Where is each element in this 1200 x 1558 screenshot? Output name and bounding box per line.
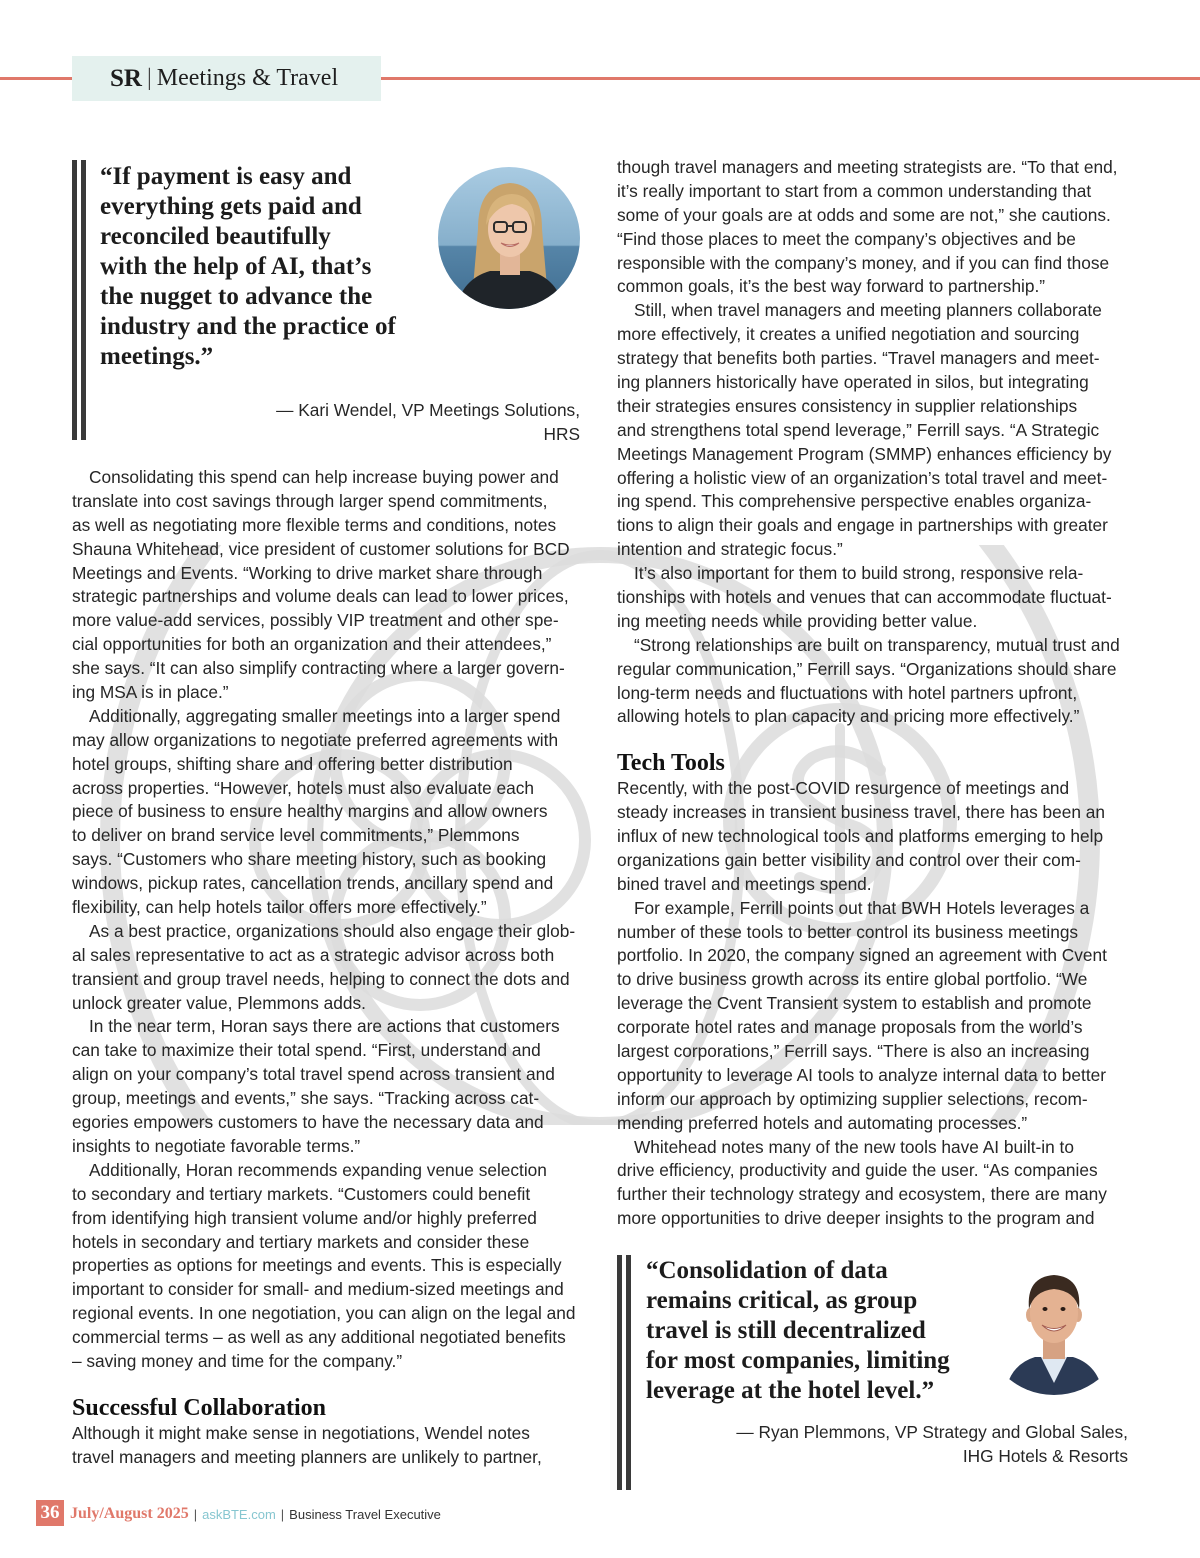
footer-divider: | xyxy=(193,1506,198,1522)
text-line: tionships with hotels and venues that can accommodate fluctuat- xyxy=(617,587,1112,608)
paragraph xyxy=(617,1136,1129,1232)
text-line: Whitehead notes many of the new tools have AI built-in to xyxy=(634,1136,1074,1157)
attribution-line: — Ryan Plemmons, VP Strategy and Global Sales, xyxy=(736,1422,1128,1442)
paragraph xyxy=(72,1015,582,1158)
paragraph xyxy=(72,705,582,920)
text-line: though travel managers and meeting strategists are. “To that end, xyxy=(617,157,1118,177)
text-line: Still, when travel managers and meeting planners collaborate xyxy=(634,300,1102,321)
text-line: hotel groups, shifting share and offering better distribution xyxy=(72,753,513,774)
text-line: al sales representative to act as a strategic advisor across both xyxy=(72,944,555,965)
text-line: common goals, it’s the best way forward to partnership.” xyxy=(617,276,1046,297)
text-line: Recently, with the post-COVID resurgence of meetings and xyxy=(617,778,1070,799)
paragraph xyxy=(72,920,582,1016)
quote-line: industry and the practice of xyxy=(100,313,396,340)
quote-line: travel is still decentralized xyxy=(646,1317,926,1344)
text-line: ing MSA is in place.” xyxy=(72,682,229,703)
paragraph xyxy=(617,634,1129,730)
text-line: more opportunities to drive deeper insights to the program and xyxy=(617,1208,1095,1229)
text-line: inform our approach by optimizing supplier selections, recom- xyxy=(617,1088,1088,1109)
footer-website-link[interactable]: askBTE.com xyxy=(202,1506,276,1522)
quote-attribution xyxy=(276,398,580,446)
text-line: strategic partnerships and volume deals can lead to lower prices, xyxy=(72,586,569,607)
quote-line: meetings.” xyxy=(100,343,214,370)
text-line: it’s really important to start from a common understanding that xyxy=(617,180,1092,201)
quote-line: leverage at the hotel level.” xyxy=(646,1377,935,1404)
text-line: more value-add services, possibly VIP treatment and other spe- xyxy=(72,610,559,631)
text-line: across properties. “However, hotels must also evaluate each xyxy=(72,777,535,798)
text-line: to secondary and tertiary markets. “Customers could benefit xyxy=(72,1183,531,1204)
text-line: cial opportunities for both an organization and their attendees,” xyxy=(72,634,552,655)
attribution-line: HRS xyxy=(543,424,580,444)
text-line: responsible with the company’s money, and if you can find those xyxy=(617,252,1110,273)
quote-bar xyxy=(617,1255,622,1490)
text-line: unlock greater value, Plemmons adds. xyxy=(72,992,366,1013)
text-line: regional events. In one negotiation, you can align on the legal and xyxy=(72,1303,576,1324)
text-line: piece of business to ensure healthy margins and allow owners xyxy=(72,801,548,822)
text-line: ing spend. This comprehensive perspective enables organiza- xyxy=(617,491,1092,512)
left-column xyxy=(72,466,582,1469)
text-line: steady increases in transient business travel, there has been an xyxy=(617,802,1106,823)
right-column xyxy=(617,156,1129,1231)
text-line: windows, pickup rates, cancellation trends, ancillary spend and xyxy=(72,873,554,894)
text-line: strategy that benefits both parties. “Travel managers and meet- xyxy=(617,348,1100,369)
quote-line: “If payment is easy and xyxy=(100,163,352,190)
text-line: In the near term, Horan says there are actions that customers xyxy=(89,1016,560,1037)
text-line: “Strong relationships are built on transparency, mutual trust and xyxy=(634,634,1120,655)
text-line: to deliver on brand service level commitments,” Plemmons xyxy=(72,825,520,846)
text-line: can take to maximize their total spend. “First, understand and xyxy=(72,1040,541,1061)
text-line: further their technology strategy and ecosystem, there are many xyxy=(617,1184,1107,1205)
text-line: egories empowers customers to have the necessary data and xyxy=(72,1112,544,1133)
text-line: intention and strategic focus.” xyxy=(617,539,843,560)
header-rule-left xyxy=(0,77,72,80)
text-line: she says. “It can also simplify contracting where a larger govern- xyxy=(72,658,565,679)
text-line: influx of new technological tools and platforms emerging to help xyxy=(617,825,1104,846)
section-heading: Tech Tools xyxy=(617,750,725,777)
quote-bar xyxy=(626,1255,631,1490)
text-line: number of these tools to better control its business meetings xyxy=(617,921,1079,942)
text-line: regular communication,” Ferrill says. “Organizations should share xyxy=(617,658,1117,679)
text-line: corporate hotel rates and manage proposals from the world’s xyxy=(617,1017,1083,1038)
text-line: travel managers and meeting planners are unlikely to partner, xyxy=(72,1446,542,1467)
text-line: allowing hotels to plan capacity and pricing more effectively.” xyxy=(617,706,1080,727)
text-line: more effectively, it creates a unified negotiation and sourcing xyxy=(617,324,1080,345)
text-line: translate into cost savings through larger spend commitments, xyxy=(72,490,548,511)
text-line: – saving money and time for the company.” xyxy=(72,1350,403,1371)
text-line: leverage the Cvent Transient system to establish and promote xyxy=(617,993,1092,1014)
paragraph xyxy=(72,1422,582,1470)
text-line: tions to align their goals and engage in partnerships with greater xyxy=(617,515,1108,536)
text-line: insights to negotiate favorable terms.” xyxy=(72,1135,361,1156)
text-line: It’s also important for them to build strong, responsive rela- xyxy=(634,563,1084,584)
quote-line: remains critical, as group xyxy=(646,1287,918,1314)
page-number: 36 xyxy=(36,1500,64,1526)
text-line: align on your company’s total travel spend across transient and xyxy=(72,1064,555,1085)
text-line: may allow organizations to negotiate preferred agreements with xyxy=(72,729,559,750)
quote-line: with the help of AI, that’s xyxy=(100,253,372,280)
footer-issue: July/August 2025 xyxy=(70,1505,189,1522)
text-line: long-term needs and fluctuations with hotel partners upfront, xyxy=(617,682,1078,703)
footer-publication: Business Travel Executive xyxy=(289,1506,441,1522)
text-line: Although it might make sense in negotiations, Wendel notes xyxy=(72,1422,530,1443)
text-line: offering a holistic view of an organization’s total travel and meet- xyxy=(617,467,1108,488)
text-line: their strategies ensures consistency in supplier relationships xyxy=(617,395,1078,416)
section-header xyxy=(72,56,381,101)
quote-bar xyxy=(81,160,86,440)
quote-line: for most companies, limiting xyxy=(646,1347,950,1374)
footer-divider: | xyxy=(280,1506,285,1522)
text-line: Additionally, Horan recommends expanding venue selection xyxy=(89,1159,547,1180)
text-line: Consolidating this spend can help increase buying power and xyxy=(89,467,559,487)
quote-line: “Consolidation of data xyxy=(646,1257,888,1284)
text-line: As a best practice, organizations should also engage their glob- xyxy=(89,920,576,941)
ryan-plemmons-photo xyxy=(983,1253,1125,1395)
quote-line: everything gets paid and xyxy=(100,193,362,220)
text-line: ing meeting needs while providing better value. xyxy=(617,610,978,631)
section-code: SR xyxy=(110,64,142,92)
kari-wendel-photo xyxy=(438,167,580,309)
text-line: group, meetings and events,” she says. “Tracking across cat- xyxy=(72,1088,540,1109)
text-line: some of your goals are at odds and some are not,” she cautions. xyxy=(617,204,1111,225)
paragraph xyxy=(617,156,1129,299)
text-line: opportunity to leverage AI tools to analyze internal data to better xyxy=(617,1064,1106,1085)
paragraph xyxy=(72,466,582,705)
text-line: from identifying high transient volume and/or highly preferred xyxy=(72,1207,537,1228)
quote-line: reconciled beautifully xyxy=(100,223,331,250)
text-line: transient and group travel needs, helping to connect the dots and xyxy=(72,968,570,989)
text-line: For example, Ferrill points out that BWH Hotels leverages a xyxy=(634,897,1090,918)
quote-attribution xyxy=(736,1420,1128,1468)
attribution-line: — Kari Wendel, VP Meetings Solutions, xyxy=(276,400,580,420)
text-line: portfolio. In 2020, the company signed an agreement with Cvent xyxy=(617,945,1107,966)
text-line: drive efficiency, productivity and guide the user. “As companies xyxy=(617,1160,1098,1181)
text-line: important to consider for small- and medium-sized meetings and xyxy=(72,1279,564,1300)
section-title: Meetings & Travel xyxy=(156,65,339,91)
text-line: Shauna Whitehead, vice president of customer solutions for BCD xyxy=(72,538,570,559)
text-line: and strengthens total spend leverage,” Ferrill says. “A Strategic xyxy=(617,419,1100,440)
text-line: ing planners historically have operated in silos, but integrating xyxy=(617,372,1089,393)
section-divider: | xyxy=(146,65,152,91)
section-heading: Successful Collaboration xyxy=(72,1394,327,1421)
quote-text xyxy=(100,162,396,372)
text-line: says. “Customers who share meeting history, such as booking xyxy=(72,849,547,870)
text-line: properties as options for meetings and events. This is especially xyxy=(72,1255,562,1276)
paragraph xyxy=(617,777,1129,896)
text-line: flexibility, can help hotels tailor offers more effectively.” xyxy=(72,897,487,918)
text-line: mending preferred hotels and automating processes.” xyxy=(617,1112,1028,1133)
paragraph xyxy=(617,562,1129,634)
paragraph xyxy=(617,897,1129,1136)
text-line: Meetings and Events. “Working to drive market share through xyxy=(72,562,543,583)
text-line: Meetings Management Program (SMMP) enhances efficiency by xyxy=(617,443,1112,464)
text-line: largest corporations,” Ferrill says. “There is also an increasing xyxy=(617,1040,1090,1061)
quote-text xyxy=(646,1256,950,1406)
text-line: “Find those places to meet the company’s objectives and be xyxy=(617,228,1076,249)
text-line: commercial terms – as well as any additional negotiated benefits xyxy=(72,1327,566,1348)
attribution-line: IHG Hotels & Resorts xyxy=(962,1446,1128,1466)
text-line: organizations gain better visibility and control over their com- xyxy=(617,849,1081,870)
text-line: bined travel and meetings spend. xyxy=(617,873,872,894)
text-line: Additionally, aggregating smaller meetings into a larger spend xyxy=(89,705,561,726)
paragraph xyxy=(72,1159,582,1374)
text-line: as well as negotiating more flexible terms and conditions, notes xyxy=(72,514,557,535)
quote-bar xyxy=(72,160,77,440)
text-line: to drive business growth across its entire global portfolio. “We xyxy=(617,969,1088,990)
header-rule-right xyxy=(381,77,1200,80)
paragraph xyxy=(617,299,1129,562)
footer-info xyxy=(70,1501,441,1527)
quote-line: the nugget to advance the xyxy=(100,283,373,310)
text-line: hotels in secondary and tertiary markets and consider these xyxy=(72,1231,530,1252)
